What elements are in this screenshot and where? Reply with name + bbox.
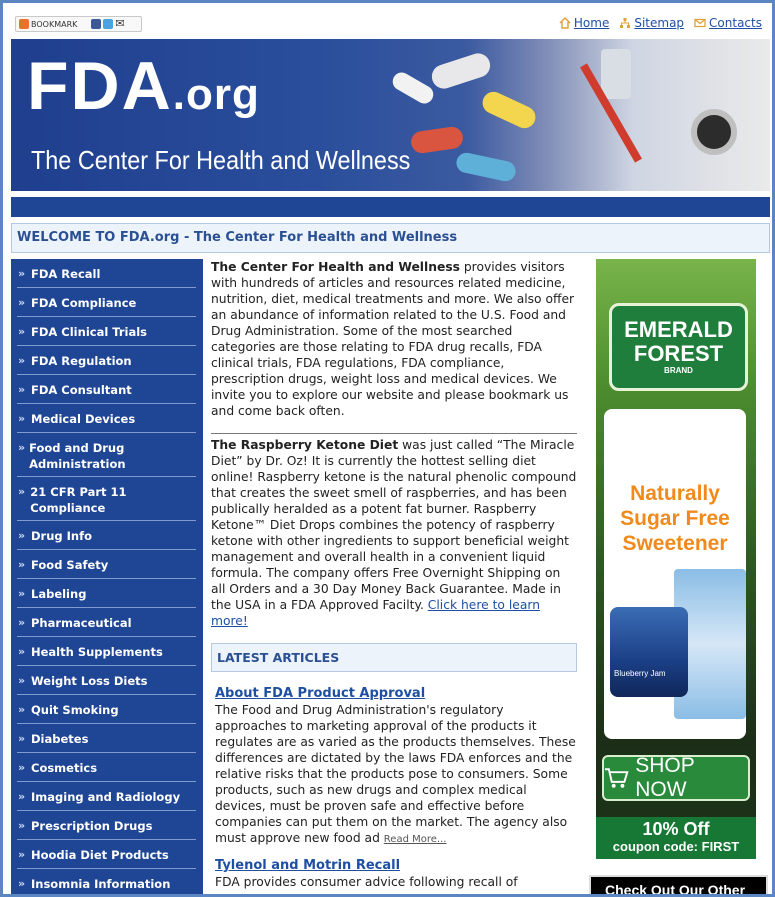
double-chevron-icon: »: [18, 616, 26, 629]
pill-image: [389, 69, 436, 107]
double-chevron-icon: »: [18, 325, 26, 338]
double-chevron-icon: »: [18, 441, 26, 454]
sidebar-item[interactable]: [17, 550, 196, 579]
home-link[interactable]: [559, 16, 609, 30]
double-chevron-icon: »: [18, 848, 26, 861]
pill-image: [429, 50, 493, 91]
sidebar-item[interactable]: [17, 695, 196, 724]
site-tagline: The Center For Health and Wellness: [31, 145, 411, 175]
twitter-icon[interactable]: [103, 19, 113, 29]
latest-articles-heading: LATEST ARTICLES: [211, 643, 577, 672]
bookmark-label: BOOKMARK: [31, 19, 78, 29]
sidebar-item[interactable]: [17, 840, 196, 869]
sidebar-item[interactable]: [17, 259, 196, 288]
advertisement-banner[interactable]: [596, 259, 756, 859]
sidebar-item-label: Diabetes: [31, 732, 89, 746]
pill-image: [410, 125, 465, 154]
coupon-offer: 10% Off coupon code: FIRST: [596, 817, 756, 859]
shopping-cart-icon: [604, 767, 629, 789]
sidebar-item[interactable]: [17, 579, 196, 608]
bookmark-plus-icon: [19, 19, 29, 29]
article-summary: FDA provides consumer advice following recall of: [215, 875, 518, 889]
divider: [211, 433, 577, 434]
home-icon: [559, 17, 571, 29]
sidebar-item-label: Prescription Drugs: [31, 819, 153, 833]
sidebar-item-label: Pharmaceutical: [31, 616, 132, 630]
double-chevron-icon: »: [18, 485, 26, 498]
sidebar-item-label: Drug Info: [31, 529, 93, 543]
top-links: [559, 16, 762, 30]
vial-image: [601, 49, 631, 99]
article-title-link[interactable]: Tylenol and Motrin Recall: [215, 858, 401, 873]
ad-product-card: [604, 409, 746, 739]
double-chevron-icon: »: [18, 645, 26, 658]
page-title: WELCOME TO FDA.org - The Center For Health and Wellness: [11, 223, 770, 253]
double-chevron-icon: »: [18, 790, 26, 803]
double-chevron-icon: »: [18, 761, 26, 774]
envelope-icon: [694, 17, 706, 29]
sidebar-item-label: 21 CFR Part 11 Compliance: [30, 485, 127, 515]
sidebar-item-label: Health Supplements: [31, 645, 163, 659]
home-label: Home: [573, 16, 610, 30]
sidebar-item-label: FDA Compliance: [31, 296, 137, 310]
intro-paragraph: [211, 259, 577, 419]
site-logo[interactable]: FDA.org: [27, 48, 260, 124]
read-more-link[interactable]: Read More...: [383, 834, 447, 845]
double-chevron-icon: »: [18, 267, 26, 280]
double-chevron-icon: »: [18, 674, 26, 687]
sidebar-item-label: Food and Drug Administration: [29, 441, 126, 471]
article-title-link[interactable]: About FDA Product Approval: [215, 686, 426, 701]
sidebar-item-label: Imaging and Radiology: [31, 790, 181, 804]
sidebar-item-label: Food Safety: [31, 558, 109, 572]
sidebar-item-label: FDA Consultant: [31, 383, 132, 397]
sidebar-item[interactable]: [17, 404, 196, 433]
ad-headline: Naturally Sugar Free Sweetener: [620, 482, 730, 555]
double-chevron-icon: »: [18, 732, 26, 745]
sidebar-item-label: Weight Loss Diets: [31, 674, 148, 688]
sidebar-item-label: Hoodia Diet Products: [31, 848, 169, 862]
double-chevron-icon: »: [18, 354, 26, 367]
shop-now-label: SHOP NOW: [635, 754, 695, 801]
sidebar-item[interactable]: [17, 288, 196, 317]
sidebar-item-label: Quit Smoking: [31, 703, 119, 717]
main-content: [211, 259, 577, 897]
sidebar-item[interactable]: [17, 811, 196, 840]
sidebar-item-label: Insomnia Information: [31, 877, 171, 891]
sidebar-item-label: FDA Regulation: [31, 354, 132, 368]
sidebar-item[interactable]: [17, 869, 196, 897]
nav-strip: [11, 197, 770, 217]
jar-label: Blueberry Jam: [614, 669, 666, 678]
jam-jar-image: [610, 607, 688, 697]
bookmark-button[interactable]: [15, 16, 142, 32]
sidebar-item[interactable]: [17, 724, 196, 753]
sitemap-label: Sitemap: [634, 16, 685, 30]
sidebar-item-label: Labeling: [31, 587, 87, 601]
intro-text: provides visitors with hundreds of articles and resources related medicine, nutrition, diet, medical treatments and more. We also offer an abundance of information related to the U.S. Food and Drug Administration. Some of the most searched categories are those relating to FDA drug recalls, FDA clinical trials, FDA regulations, FDA compliance, prescription drugs, weight loss and medical devices. We invite you to explore our website and please bookmark us and come back often.: [211, 260, 575, 418]
double-chevron-icon: »: [18, 383, 26, 396]
shop-now-button[interactable]: [602, 755, 750, 801]
sidebar-item[interactable]: [17, 521, 196, 550]
sidebar-item[interactable]: [17, 346, 196, 375]
sidebar-item[interactable]: [17, 608, 196, 637]
article-summary: The Food and Drug Administration's regulatory approaches to marketing approval of the products it regulates are as varied as the products themselves. These differences are dictated by the laws FDA enforces and the relative risks that the products pose to consumers. Some products, such as new drugs and complex medical devices, must be proven safe and effective before companies can put them on the market. The agency also must approve new food ad Read More...: [215, 703, 576, 845]
top-bar: [6, 11, 770, 33]
sidebar-item-label: Cosmetics: [31, 761, 98, 775]
double-chevron-icon: »: [18, 558, 26, 571]
intro-bold: The Center For Health and Wellness: [211, 260, 460, 274]
pill-image: [455, 151, 518, 183]
sidebar-item-label: FDA Recall: [31, 267, 101, 281]
sidebar-item-label: Medical Devices: [31, 412, 136, 426]
ad-brand-logo: EMERALD FOREST BRAND: [609, 303, 748, 391]
sidebar-item[interactable]: [17, 637, 196, 666]
sidebar-item[interactable]: [17, 666, 196, 695]
stethoscope-image: [691, 109, 737, 155]
promo-box[interactable]: Check Out Our Other: [589, 875, 768, 897]
pill-image: [479, 88, 539, 132]
sitemap-link[interactable]: [619, 16, 684, 30]
double-chevron-icon: »: [18, 529, 26, 542]
contacts-label: Contacts: [709, 16, 762, 30]
sitemap-icon: [619, 17, 631, 29]
double-chevron-icon: »: [18, 412, 26, 425]
header-banner: [11, 39, 770, 191]
sidebar-nav: [11, 259, 203, 897]
email-share-icon[interactable]: ✉: [115, 17, 125, 30]
learn-more-link[interactable]: Click here to learn more!: [211, 598, 541, 628]
double-chevron-icon: »: [18, 877, 26, 890]
sidebar-item[interactable]: [17, 782, 196, 811]
sidebar-item-label: FDA Clinical Trials: [31, 325, 148, 339]
facebook-icon[interactable]: [91, 19, 101, 29]
double-chevron-icon: »: [18, 587, 26, 600]
sidebar-item[interactable]: [17, 433, 196, 477]
double-chevron-icon: »: [18, 819, 26, 832]
rk-bold: The Raspberry Ketone Diet: [211, 438, 399, 452]
double-chevron-icon: »: [18, 296, 26, 309]
rk-text: was just called “The Miracle Diet” by Dr. Oz! It is currently the hottest selling diet online! Raspberry ketone is the natural phenolic compound that creates the sweet smell of raspberries, and has been publically heralded as a potent fat burner. Raspberry Ketone™ Diet Drops combines the potency of raspberry ketone with other ingredients to support beneficial weight management and overall health in a convenient liquid formula. The company offers Free Overnight Shipping on all Orders and a 30 Day Money Back Guarantee. Made in the USA in a FDA Approved Facilty.: [211, 438, 577, 612]
contacts-link[interactable]: [694, 16, 762, 30]
sidebar-item[interactable]: [17, 477, 196, 521]
sidebar-item[interactable]: [17, 375, 196, 404]
sidebar-item[interactable]: [17, 753, 196, 782]
sidebar-item[interactable]: [17, 317, 196, 346]
raspberry-ketone-paragraph: [211, 437, 577, 629]
double-chevron-icon: »: [18, 703, 26, 716]
